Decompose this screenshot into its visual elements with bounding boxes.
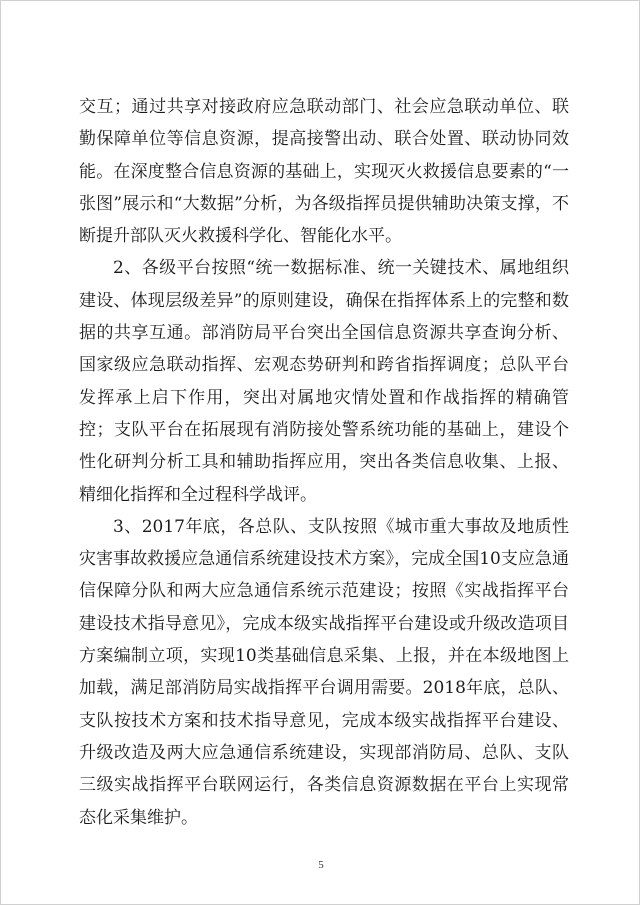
body-text — [79, 91, 569, 834]
paragraph-item-3: 3、2017年底，各总队、支队按照《城市重大事故及地质性灾害事故救援应急通信系统建设技术方案》，完成全国10支应急通信保障分队和两大应急通信系统示范建设；按照《实战指挥平台建设技术指导意见》，完成本级实战指挥平台建设或升级改造项目方案编制立项，实现10类基础信息采集、上报，并在本级地图上加载，满足部消防局实战指挥平台调用需要。2018年底，总队、支队按技术方案和技术指导意见，完成本级实战指挥平台建设、升级改造及两大应急通信系统建设，实现部消防局、总队、支队三级实战指挥平台联网运行，各类信息资源数据在平台上实现常态化采集维护。 — [79, 516, 569, 828]
paragraph-continuation: 交互；通过共享对接政府应急联动部门、社会应急联动单位、联勤保障单位等信息资源，提高接警出动、联合处置、联动协同效能。在深度整合信息资源的基础上，实现灭火救援信息要素的“一张图”展示和“大数据”分析，为各级指挥员提供辅助决策支撑，不断提升部队灭火救援科学化、智能化水平。 — [79, 97, 569, 247]
page-number: 5 — [318, 859, 324, 871]
paragraph-item-2: 2、各级平台按照“统一数据标准、统一关键技术、属地组织建设、体现层级差异”的原则建设，确保在指挥体系上的完整和数据的共享互通。部消防局平台突出全国信息资源共享查询分析、国家级应急联动指挥、宏观态势研判和跨省指挥调度；总队平台发挥承上启下作用，突出对属地灾情处置和作战指挥的精确管控；支队平台在拓展现有消防接处警系统功能的基础上，建设个性化研判分析工具和辅助指挥应用，突出各类信息收集、上报、精细化指挥和全过程科学战评。 — [79, 258, 569, 505]
